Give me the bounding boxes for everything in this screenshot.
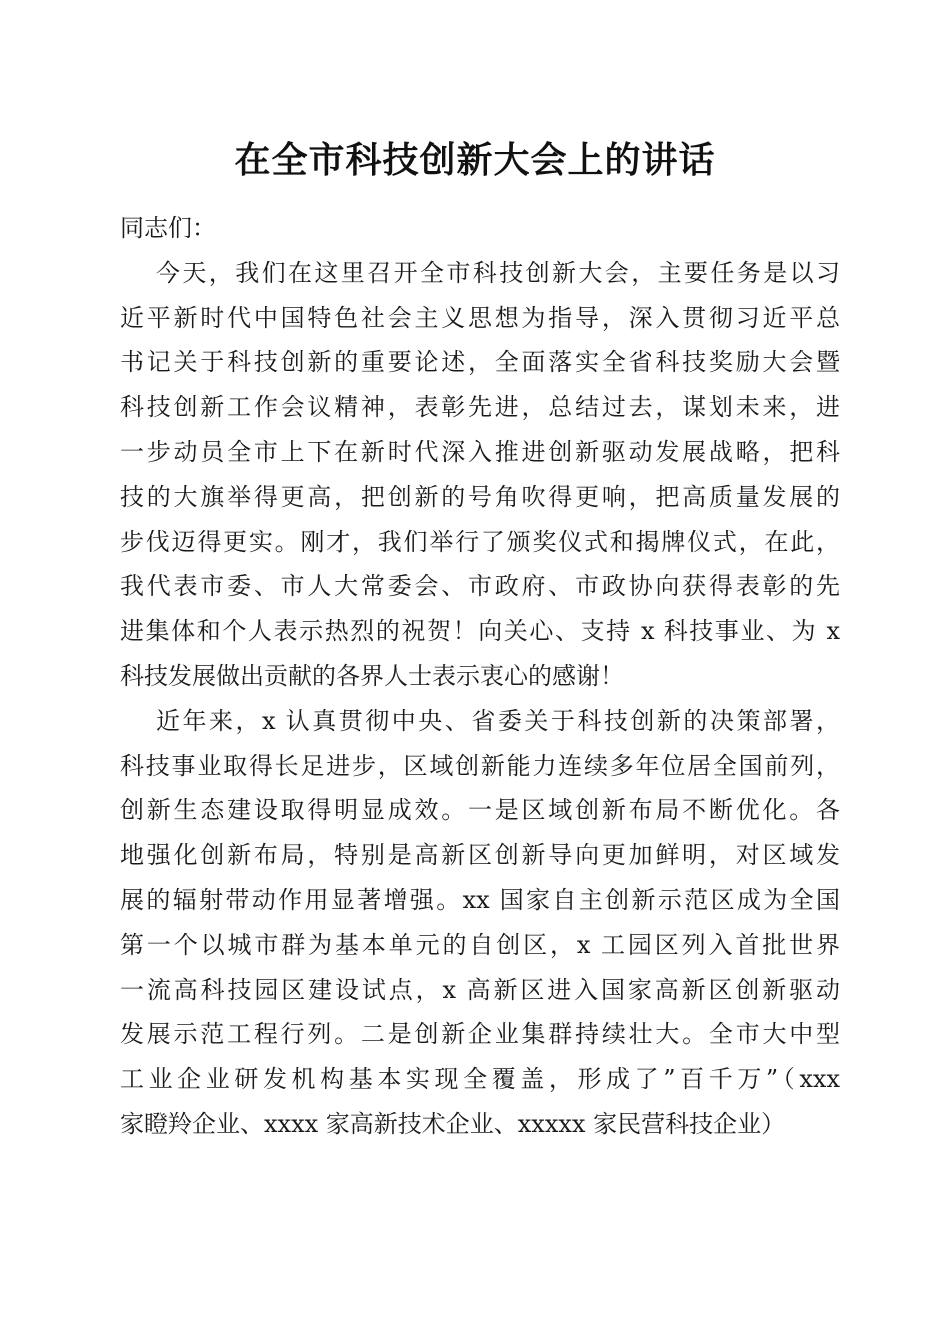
paragraph-line: 第一个以城市群为基本单元的自创区，x 工园区列入首批世界 [120, 930, 840, 959]
paragraph-line: 我代表市委、市人大常委会、市政府、市政协向获得表彰的先 [120, 572, 840, 601]
paragraph-line: 近平新时代中国特色社会主义思想为指导，深入贯彻习近平总 [120, 303, 840, 332]
paragraph-line: 工业企业研发机构基本实现全覆盖，形成了”百千万”（xxx [120, 1065, 840, 1094]
paragraph-line: 书记关于科技创新的重要论述，全面落实全省科技奖励大会暨 [120, 348, 840, 377]
paragraph-line: 发展示范工程行列。二是创新企业集群持续壮大。全市大中型 [120, 1020, 840, 1049]
paragraph-line: 展的辐射带动作用显著增强。xx 国家自主创新示范区成为全国 [120, 885, 840, 914]
paragraph-line: 技的大旗举得更高，把创新的号角吹得更响，把高质量发展的 [120, 482, 840, 511]
document-body [120, 206, 840, 1147]
paragraph-line: 一流高科技园区建设试点，x 高新区进入国家高新区创新驱动 [120, 975, 840, 1004]
paragraph-line: 步伐迈得更实。刚才，我们举行了颁奖仪式和揭牌仪式，在此， [120, 527, 840, 556]
paragraph-line: 地强化创新布局，特别是高新区创新导向更加鲜明，对区域发 [120, 841, 840, 870]
salutation: 同志们： [120, 214, 216, 242]
paragraph-line: 科技事业取得长足进步，区域创新能力连续多年位居全国前列， [120, 751, 840, 780]
paragraph-line: 科技发展做出贡献的各界人士表示衷心的感谢！ [120, 661, 624, 690]
paragraph-line: 一步动员全市上下在新时代深入推进创新驱动发展战略，把科 [120, 437, 840, 466]
document-title: 在全市科技创新大会上的讲话 [234, 139, 716, 181]
paragraph-line: 科技创新工作会议精神，表彰先进，总结过去，谋划未来，进 [120, 393, 840, 422]
paragraph-line: 进集体和个人表示热烈的祝贺！向关心、支持 x 科技事业、为 x [120, 617, 840, 646]
paragraph-line: 创新生态建设取得明显成效。一是区域创新布局不断优化。各 [120, 796, 840, 825]
paragraph-1 [120, 251, 840, 699]
paragraph-line: 近年来，x 认真贯彻中央、省委关于科技创新的决策部署， [156, 706, 840, 735]
paragraph-line: 家瞪羚企业、xxxx 家高新技术企业、xxxxx 家民营科技企业） [120, 1109, 786, 1138]
paragraph-2 [120, 699, 840, 1147]
paragraph-line: 今天，我们在这里召开全市科技创新大会，主要任务是以习 [156, 258, 840, 287]
